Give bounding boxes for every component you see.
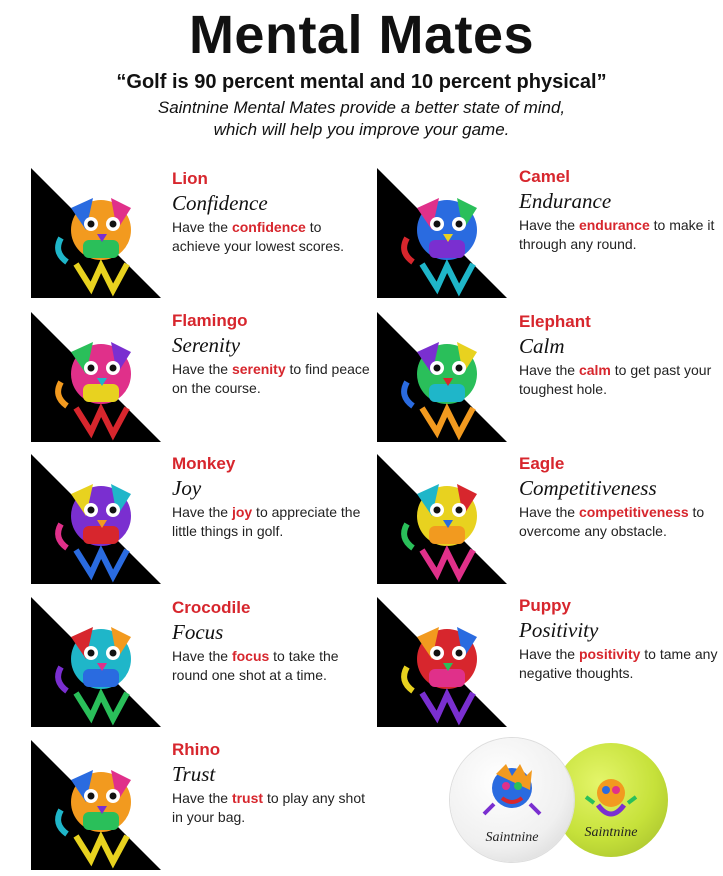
rhino-icon (58, 770, 131, 862)
keyword: serenity (231, 361, 286, 377)
trait-name: Joy (172, 476, 202, 500)
description: Have the positivity to tame any negative thoughts. (519, 646, 718, 681)
subtitle-line-1: Saintnine Mental Mates provide a better state of mind, (157, 98, 566, 117)
card-eagle (377, 454, 507, 584)
trait-name: Confidence (172, 191, 268, 215)
ball-brand-white: Saintnine (485, 830, 539, 845)
trait-name: Endurance (519, 189, 612, 213)
info-rhino (172, 739, 372, 827)
card-crocodile (31, 597, 161, 727)
description: Have the trust to play any shot in your bag. (172, 790, 366, 825)
trait-name: Competitiveness (519, 476, 657, 500)
info-eagle (519, 453, 719, 541)
card-elephant (377, 312, 507, 442)
monkey-icon (58, 484, 131, 576)
info-monkey (172, 453, 372, 541)
keyword: positivity (578, 646, 641, 662)
description: Have the endurance to make it through any round. (519, 217, 715, 252)
trait-name: Focus (172, 620, 224, 644)
golf-ball-white (450, 738, 574, 862)
keyword: confidence (231, 219, 306, 235)
card-flamingo (31, 312, 161, 442)
ball-brand-yellow: Saintnine (584, 825, 638, 840)
card-lion (31, 168, 161, 298)
description: Have the competitiveness to overcome any obstacle. (519, 504, 705, 539)
description: Have the calm to get past your toughest hole. (519, 362, 712, 397)
animal-name: Elephant (519, 312, 591, 331)
keyword: endurance (578, 217, 650, 233)
animal-name: Lion (172, 169, 208, 188)
quote: “Golf is 90 percent mental and 10 percent physical” (116, 71, 607, 93)
animal-name: Rhino (172, 740, 221, 759)
card-puppy (377, 597, 507, 727)
keyword: calm (578, 362, 611, 378)
keyword: trust (231, 790, 264, 806)
description: Have the serenity to find peace on the course. (172, 361, 370, 396)
page-title: Mental Mates (188, 5, 535, 65)
lion-icon (58, 198, 131, 290)
trait-name: Calm (519, 334, 565, 358)
info-flamingo (172, 310, 372, 398)
flamingo-icon (58, 342, 131, 434)
animal-name: Crocodile (172, 598, 251, 617)
info-lion (172, 168, 372, 256)
card-rhino (31, 740, 161, 870)
description: Have the joy to appreciate the little things in golf. (172, 504, 361, 539)
subtitle (0, 97, 723, 141)
card-camel (377, 168, 507, 298)
info-puppy (519, 595, 719, 683)
description: Have the confidence to achieve your lowest scores. (172, 219, 344, 254)
animal-name: Eagle (519, 454, 565, 473)
trait-name: Positivity (519, 618, 599, 642)
animal-name: Puppy (519, 596, 571, 615)
animal-name: Monkey (172, 454, 236, 473)
puppy-icon (404, 627, 477, 719)
info-crocodile (172, 597, 372, 685)
subtitle-line-2: which will help you improve your game. (213, 120, 510, 139)
info-camel (519, 166, 719, 254)
description: Have the focus to take the round one shot at a time. (172, 648, 339, 683)
elephant-icon (404, 342, 477, 434)
card-monkey (31, 454, 161, 584)
keyword: competitiveness (578, 504, 689, 520)
trait-name: Trust (172, 762, 216, 786)
animal-name: Camel (519, 167, 571, 186)
camel-icon (404, 198, 477, 290)
keyword: joy (231, 504, 253, 520)
keyword: focus (231, 648, 270, 664)
info-elephant (519, 311, 719, 399)
eagle-icon (404, 484, 477, 576)
animal-name: Flamingo (172, 311, 248, 330)
trait-name: Serenity (172, 333, 241, 357)
crocodile-icon (58, 627, 131, 719)
